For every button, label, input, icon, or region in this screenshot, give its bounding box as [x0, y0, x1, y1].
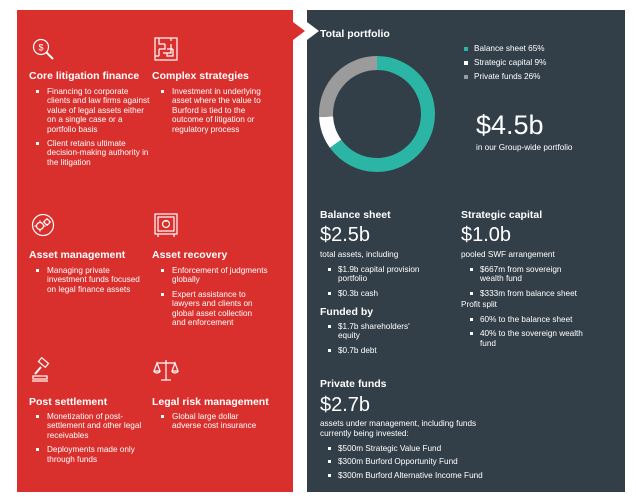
list-item: $667m from sovereign wealth fund [467, 265, 585, 284]
profit-split-list [467, 315, 617, 353]
block-title-core-litigation: Core litigation finance [29, 70, 140, 82]
list-item: Deployments made only through funds [33, 445, 143, 464]
balance-sheet-list [325, 265, 430, 303]
svg-text:$: $ [38, 42, 44, 53]
private-funds-title: Private funds [320, 378, 387, 390]
list-item: Monetization of post-settlement and other legal receivables [33, 412, 143, 440]
balance-sheet-value: $2.5b [320, 224, 371, 246]
block-title-complex-strategies: Complex strategies [152, 70, 249, 82]
portfolio-donut-chart [317, 54, 437, 174]
list-item: $0.3b cash [325, 289, 430, 298]
list-item: 60% to the balance sheet [467, 315, 617, 324]
funded-by-title: Funded by [320, 306, 374, 318]
legend-swatch [464, 75, 468, 79]
balance-sheet-title: Balance sheet [320, 209, 391, 221]
block-list-asset-recovery [158, 266, 268, 332]
block-title-asset-recovery: Asset recovery [152, 249, 228, 261]
list-item: 40% to the sovereign wealth fund [467, 329, 587, 348]
profit-split-title: Profit split [461, 300, 497, 309]
private-funds-list [325, 444, 575, 484]
list-item: Enforcement of judgments globally [158, 266, 268, 285]
legend-item-balance-sheet: Balance sheet 65% [462, 44, 546, 58]
block-list-complex-strategies [158, 87, 266, 139]
strategic-capital-sub: pooled SWF arrangement [461, 250, 555, 259]
list-item: $500m Strategic Value Fund [325, 444, 575, 453]
portfolio-caption: in our Group-wide portfolio [476, 143, 573, 152]
list-item: Client retains ultimate decision-making authority in the litigation [33, 139, 153, 167]
gavel-icon [30, 357, 56, 383]
balance-sheet-sub: total assets, including [320, 250, 399, 259]
scales-icon [153, 357, 179, 383]
right-panel-notch [307, 22, 319, 40]
portfolio-legend [462, 44, 546, 86]
legend-item-strategic-capital: Strategic capital 9% [462, 58, 546, 72]
left-panel-arrow [293, 22, 305, 40]
strategic-capital-value: $1.0b [461, 224, 512, 246]
block-list-post-settlement [33, 412, 143, 469]
list-item: $333m from balance sheet [467, 289, 617, 298]
block-title-post-settlement: Post settlement [29, 396, 108, 408]
portfolio-title: Total portfolio [320, 28, 390, 40]
maze-icon [153, 36, 179, 62]
legend-swatch [464, 61, 468, 65]
private-funds-sub: assets under management, including funds currently being invested: [320, 419, 477, 438]
block-list-asset-management [33, 266, 143, 299]
strategic-capital-list [467, 265, 617, 303]
legend-item-private-funds: Private funds 26% [462, 72, 546, 86]
list-item: Expert assistance to lawyers and clients on global asset collection and enforcement [158, 290, 268, 328]
list-item: $300m Burford Alternative Income Fund [325, 471, 575, 480]
portfolio-total-value: $4.5b [476, 110, 544, 140]
list-item: Investment in underlying asset where the value to Burford is tied to the outcome of litigation or regulatory process [158, 87, 266, 134]
strategic-capital-title: Strategic capital [461, 209, 543, 221]
list-item: Financing to corporate clients and law firms against value of legal assets either on a single case or a portfolio basis [33, 87, 153, 134]
block-list-core-litigation [33, 87, 153, 172]
funded-by-list [325, 322, 430, 360]
list-item: Managing private investment funds focused on legal finance assets [33, 266, 143, 294]
safe-icon [153, 212, 179, 238]
dollar-magnifier-icon [30, 36, 56, 62]
list-item: $1.9b capital provision portfolio [325, 265, 430, 284]
list-item: $1.7b shareholders' equity [325, 322, 430, 341]
block-list-legal-risk [158, 412, 258, 436]
list-item: $300m Burford Opportunity Fund [325, 457, 575, 466]
block-title-asset-management: Asset management [29, 249, 126, 261]
private-funds-value: $2.7b [320, 394, 371, 416]
list-item: Global large dollar adverse cost insurance [158, 412, 258, 431]
legend-swatch [464, 47, 468, 51]
gears-icon [30, 212, 56, 238]
block-title-legal-risk: Legal risk management [152, 396, 269, 408]
list-item: $0.7b debt [325, 346, 430, 355]
